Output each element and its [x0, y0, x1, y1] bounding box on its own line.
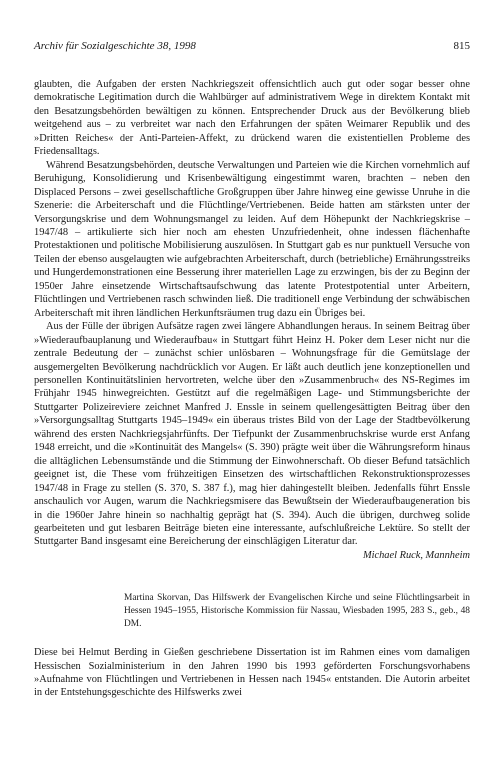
running-header: [34, 40, 470, 58]
review-opening: [34, 646, 470, 700]
paragraph: glaubten, die Aufgaben der ersten Nachkriegszeit offensichtlich auch gut oder sogar besser ohne demokratische Legitimation durch die Wahlbürger auf administrativem Wege in direktem Kontakt mit den Besatzungsbehörden bewältigen zu können. Entsprechender Druck aus der Bevölkerung blieb weitgehend aus – zu verbreitet war nach den Erfahrungen der späten Weimarer Republik und des »Dritten Reiches« der Anti-Parteien-Affekt, zu drückend waren die existentiellen Probleme des Friedensalltags.: [34, 79, 470, 158]
review-bibliography: Martina Skorvan, Das Hilfswerk der Evangelischen Kirche und seine Flüchtlingsarbeit in Hessen 1945–1955, Historische Kommission für Nassau, Wiesbaden 1995, 283 S., geb., 48 DM.: [124, 593, 470, 629]
reviewer-signature: Michael Ruck, Mannheim: [362, 549, 470, 561]
document-page: [34, 40, 470, 700]
paragraph-text: Aus der Fülle der übrigen Aufsätze ragen zwei längere Abhandlungen heraus. In seinem Beitrag über »Wiederaufbauplanung und Wiederaufbau« in Stuttgart führt Heinz H. Poker dem Leser nicht nur die zentrale Bedeutung der – zunächst schier unlösbaren – Wohnungsfrage für die Gemütslage der ausgemergelten Bevölkerung nachdrücklich vor Augen. Er läßt auch deutlich jene konzeptionellen und personellen Kontinuitätslinien hervortreten, welche über den »Zusammenbruch« des NS-Regimes im Frühjahr 1945 hinwegreichten. Gestützt auf die regelmäßigen Lage- und Stimmungsberichte der Stuttgarter Polizeireviere zeichnet Manfred J. Enssle in seinem quellengesättigten Beitrag über den »Versorgungsalltag Stuttgarts 1945–1949« ein überaus tristes Bild von der Lage der Stadtbevölkerung während des ersten Nachkriegsjahrfünfts. Der Tiefpunkt der Zusammenbruchskrise wurde erst Anfang 1948 erreicht, und die »Kontinuität des Mangels« (S. 390) prägte weit über die Währungsreform hinaus die alltäglichen Lebensumstände und die Stimmung der Einwohnerschaft. Ob dieser Befund tatsächlich geeignet ist, die These vom frühzeitigen Einsetzen des wirtschaftlichen Rekonstruktionsprozesses 1947/48 in Frage zu stellen (S. 370, S. 387 f.), mag hier dahingestellt bleiben. Jedenfalls führt Enssle anschaulich vor Augen, warum die Nachkriegsmisere das Bewußtsein der Wiederaufbaugeneration bis in die 1960er Jahre hinein so nachhaltig geprägt hat (S. 394). Auch die übrigen, durchweg solide gearbeiteten und gut lesbaren Beiträge bieten eine interessante, aufschlußreiche Lektüre. So stellt der Stuttgarter Band insgesamt eine Bereicherung der einschlägigen Literatur dar.: [34, 321, 470, 548]
paragraph: Diese bei Helmut Berding in Gießen geschriebene Dissertation ist im Rahmen eines vom damaligen Hessischen Sozialministerium in den Jahren 1990 bis 1993 geförderten Forschungsvorhabens »Aufnahme von Flüchtlingen und Vertriebenen in Hessen nach 1945« entstanden. Die Autorin arbeitet in der Entstehungsgeschichte des Hilfswerks zwei: [34, 647, 470, 699]
review-continuation: [34, 78, 470, 562]
paragraph: Während Besatzungsbehörden, deutsche Verwaltungen und Parteien wie die Kirchen vornehmlich auf Beruhigung, Konsolidierung und Krisenbewältigung eingestimmt waren, brachten – neben den Displaced Persons – zwei gesellschaftliche Großgruppen über Jahre hinweg eine gewisse Unruhe in die Szenerie: die Arbeiterschaft und die Flüchtlinge/Vertriebenen. Beide hatten am stärksten unter der Versorgungskrise und dem Wohnungsmangel zu leiden. Auf dem Höhepunkt der Nachkriegskrise – 1947/48 – artikulierte sich hier noch am ehesten Unzufriedenheit, ohne indessen flächenhafte Protestaktionen und politische Mobilisierung auszulösen. In Stuttgart gab es nur punktuell Versuche von Teilen der ebenso ausgelaugten wie aufgebrachten Arbeiterschaft, durch (betriebliche) Ernährungsstreiks und Hungerdemonstrationen eine Besserung ihrer materiellen Lage zu erzwingen, bis der zu Beginn der 1950er Jahre einsetzende Wirtschaftsaufschwung das latente Protestpotential unter Arbeitern, Flüchtlingen und Vertriebenen rasch schwinden ließ. Die traditionell enge Verbindung der schwäbischen Arbeiterschaft mit ihren ländlichen Herkunftsräumen trug dazu ein Übriges bei.: [34, 159, 470, 319]
paragraph: [34, 320, 470, 561]
page-number: 815: [453, 40, 470, 52]
journal-citation: Archiv für Sozialgeschichte 38, 1998: [34, 40, 196, 52]
